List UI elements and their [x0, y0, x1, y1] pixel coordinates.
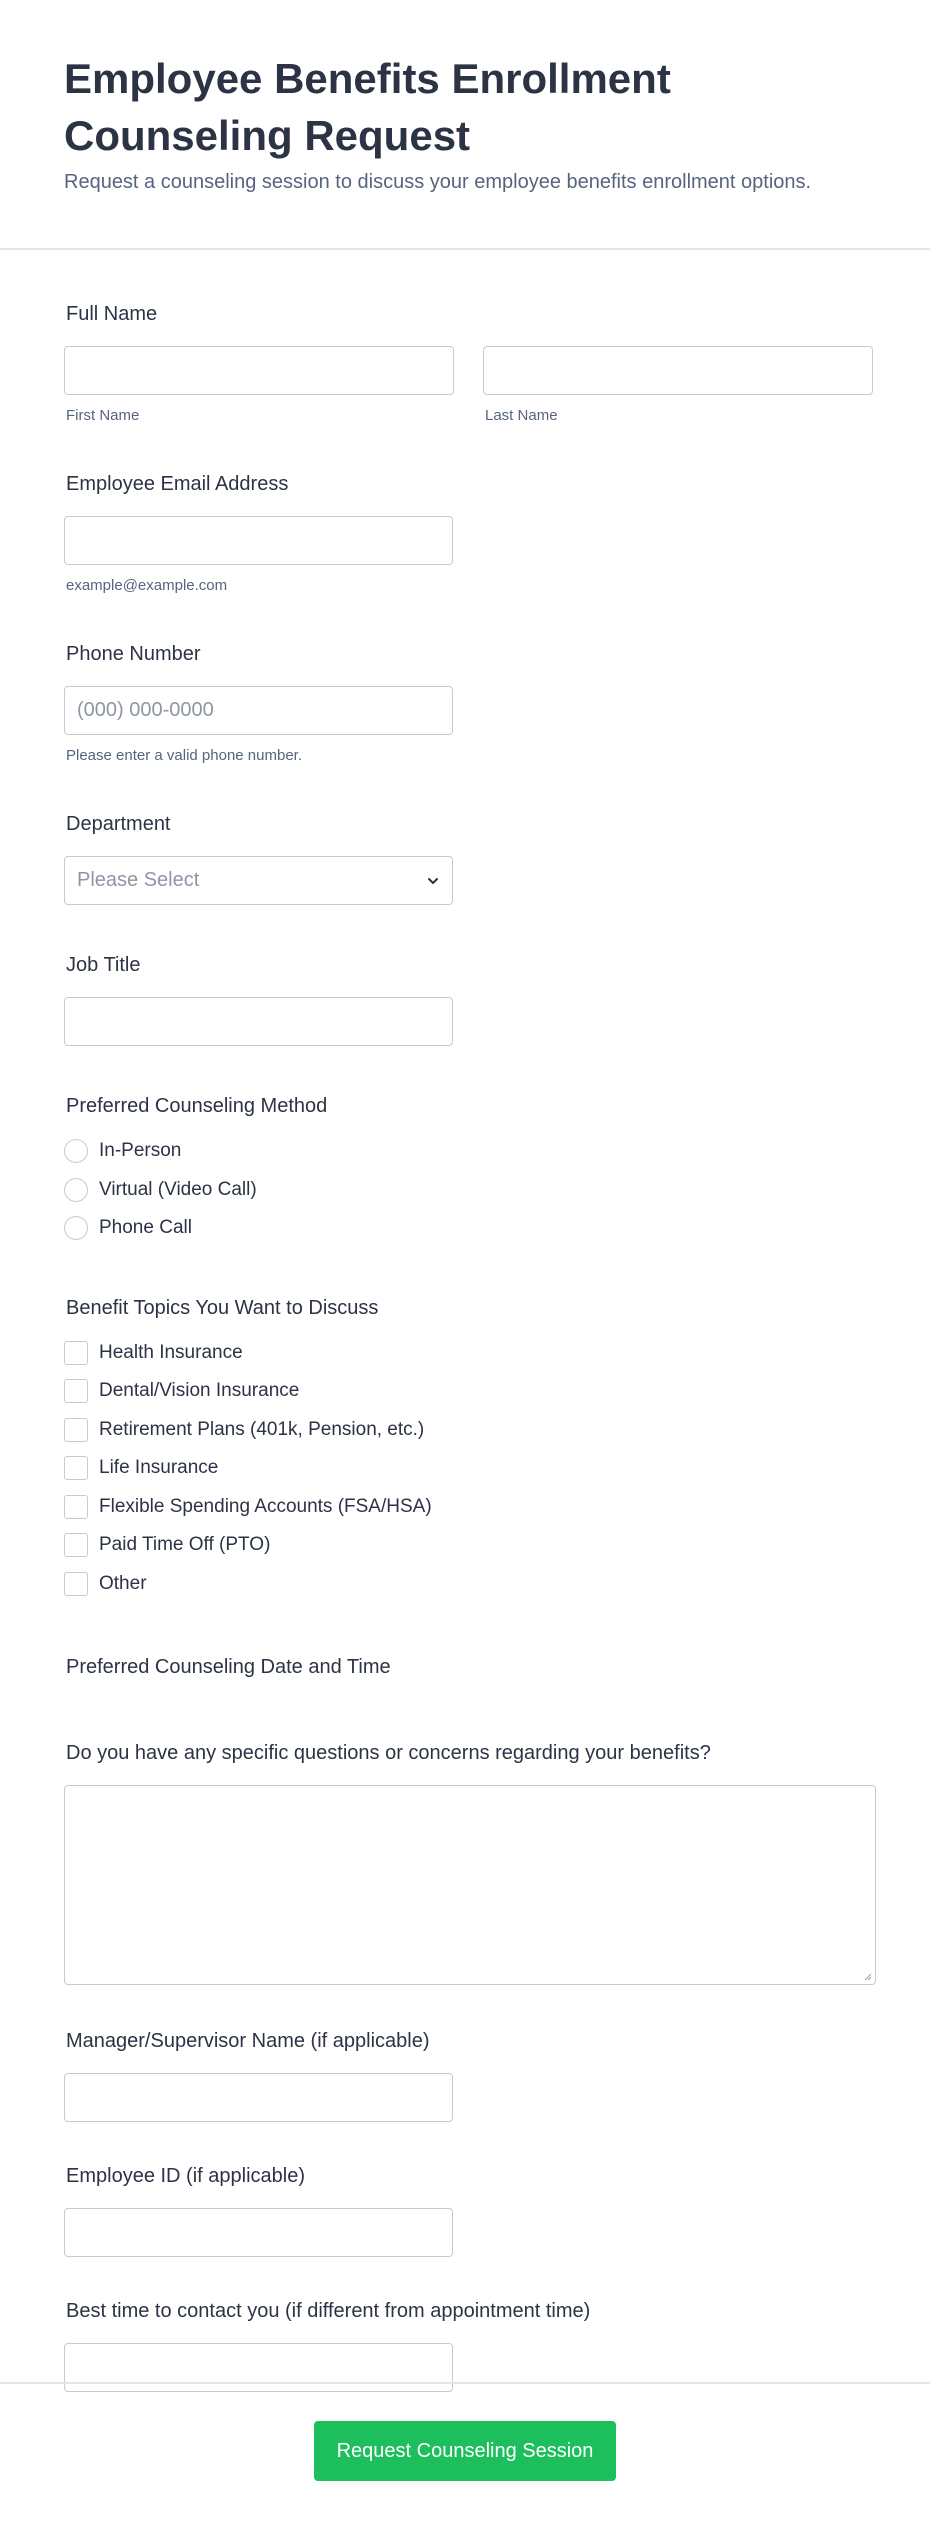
employee-id-field: [64, 2162, 876, 2257]
radio-option[interactable]: [64, 1209, 876, 1248]
manager-field: [64, 2027, 876, 2122]
checkbox-option-label: Paid Time Off (PTO): [99, 1534, 271, 1556]
checkbox-option-label: Dental/Vision Insurance: [99, 1380, 300, 1402]
benefit-topics-options: [64, 1334, 876, 1604]
employee-id-input[interactable]: [64, 2208, 453, 2257]
checkbox-option[interactable]: [64, 1488, 876, 1527]
email-field: [64, 470, 876, 594]
checkbox[interactable]: [64, 1572, 88, 1596]
radio-button[interactable]: [64, 1139, 88, 1163]
full-name-field: [64, 300, 876, 424]
radio-option[interactable]: [64, 1132, 876, 1171]
manager-label: Manager/Supervisor Name (if applicable): [66, 2030, 430, 2052]
checkbox[interactable]: [64, 1495, 88, 1519]
best-time-label: Best time to contact you (if different from appointment time): [66, 2300, 591, 2322]
form-body: [0, 300, 930, 2392]
checkbox[interactable]: [64, 1533, 88, 1557]
last-name-group: [483, 346, 873, 424]
phone-input[interactable]: (000) 000-0000: [64, 686, 453, 735]
department-label: Department: [66, 813, 171, 835]
department-selected-value: Please Select: [77, 869, 200, 891]
questions-field: [64, 1739, 876, 1985]
questions-label: Do you have any specific questions or concerns regarding your benefits?: [66, 1742, 711, 1764]
radio-option-label: In-Person: [99, 1140, 182, 1162]
form-footer: [0, 2382, 930, 2529]
date-time-label: Preferred Counseling Date and Time: [66, 1656, 391, 1678]
checkbox-option-label: Flexible Spending Accounts (FSA/HSA): [99, 1495, 432, 1517]
radio-option-label: Virtual (Video Call): [99, 1178, 257, 1200]
radio-button[interactable]: [64, 1178, 88, 1202]
counseling-method-label: Preferred Counseling Method: [66, 1095, 328, 1117]
form-header: [0, 0, 930, 250]
last-name-sublabel: Last Name: [485, 407, 558, 424]
job-title-label: Job Title: [66, 954, 141, 976]
benefit-topics-field: [64, 1294, 876, 1604]
phone-label: Phone Number: [66, 643, 201, 665]
chevron-down-icon: [426, 874, 440, 888]
email-input[interactable]: [64, 516, 453, 565]
department-select[interactable]: [64, 856, 453, 905]
first-name-sublabel: First Name: [66, 407, 140, 424]
employee-id-label: Employee ID (if applicable): [66, 2165, 305, 2187]
page-title: Employee Benefits Enrollment Counseling Request: [64, 55, 671, 159]
page-subtitle: Request a counseling session to discuss your employee benefits enrollment options.: [64, 171, 812, 193]
job-title-input[interactable]: [64, 997, 453, 1046]
resize-handle-icon[interactable]: [862, 1971, 872, 1981]
checkbox-option[interactable]: [64, 1449, 876, 1488]
checkbox-option[interactable]: [64, 1411, 876, 1450]
manager-input[interactable]: [64, 2073, 453, 2122]
checkbox[interactable]: [64, 1341, 88, 1365]
checkbox[interactable]: [64, 1418, 88, 1442]
full-name-row: [64, 346, 876, 424]
email-label: Employee Email Address: [66, 473, 289, 495]
checkbox[interactable]: [64, 1379, 88, 1403]
checkbox-option[interactable]: [64, 1334, 876, 1373]
job-title-field: [64, 951, 876, 1046]
checkbox-option-label: Life Insurance: [99, 1457, 219, 1479]
first-name-group: [64, 346, 454, 424]
counseling-method-options: [64, 1132, 876, 1248]
best-time-field: [64, 2297, 876, 2392]
last-name-input[interactable]: [483, 346, 873, 395]
checkbox-option[interactable]: [64, 1372, 876, 1411]
questions-textarea[interactable]: [64, 1785, 876, 1985]
checkbox-option[interactable]: [64, 1526, 876, 1565]
phone-field: [64, 640, 876, 764]
radio-option-label: Phone Call: [99, 1217, 192, 1239]
checkbox-option[interactable]: [64, 1565, 876, 1604]
date-time-field: [64, 1653, 876, 1681]
submit-button[interactable]: Request Counseling Session: [314, 2421, 616, 2481]
first-name-input[interactable]: [64, 346, 454, 395]
checkbox-option-label: Retirement Plans (401k, Pension, etc.): [99, 1418, 425, 1440]
checkbox-option-label: Other: [99, 1572, 147, 1594]
checkbox-option-label: Health Insurance: [99, 1341, 243, 1363]
email-sublabel: example@example.com: [66, 577, 228, 594]
phone-sublabel: Please enter a valid phone number.: [66, 747, 302, 764]
counseling-method-field: [64, 1092, 876, 1248]
benefit-topics-label: Benefit Topics You Want to Discuss: [66, 1296, 379, 1319]
checkbox[interactable]: [64, 1456, 88, 1480]
radio-button[interactable]: [64, 1216, 88, 1240]
department-field: [64, 810, 876, 905]
radio-option[interactable]: [64, 1171, 876, 1210]
full-name-label: Full Name: [66, 303, 158, 325]
